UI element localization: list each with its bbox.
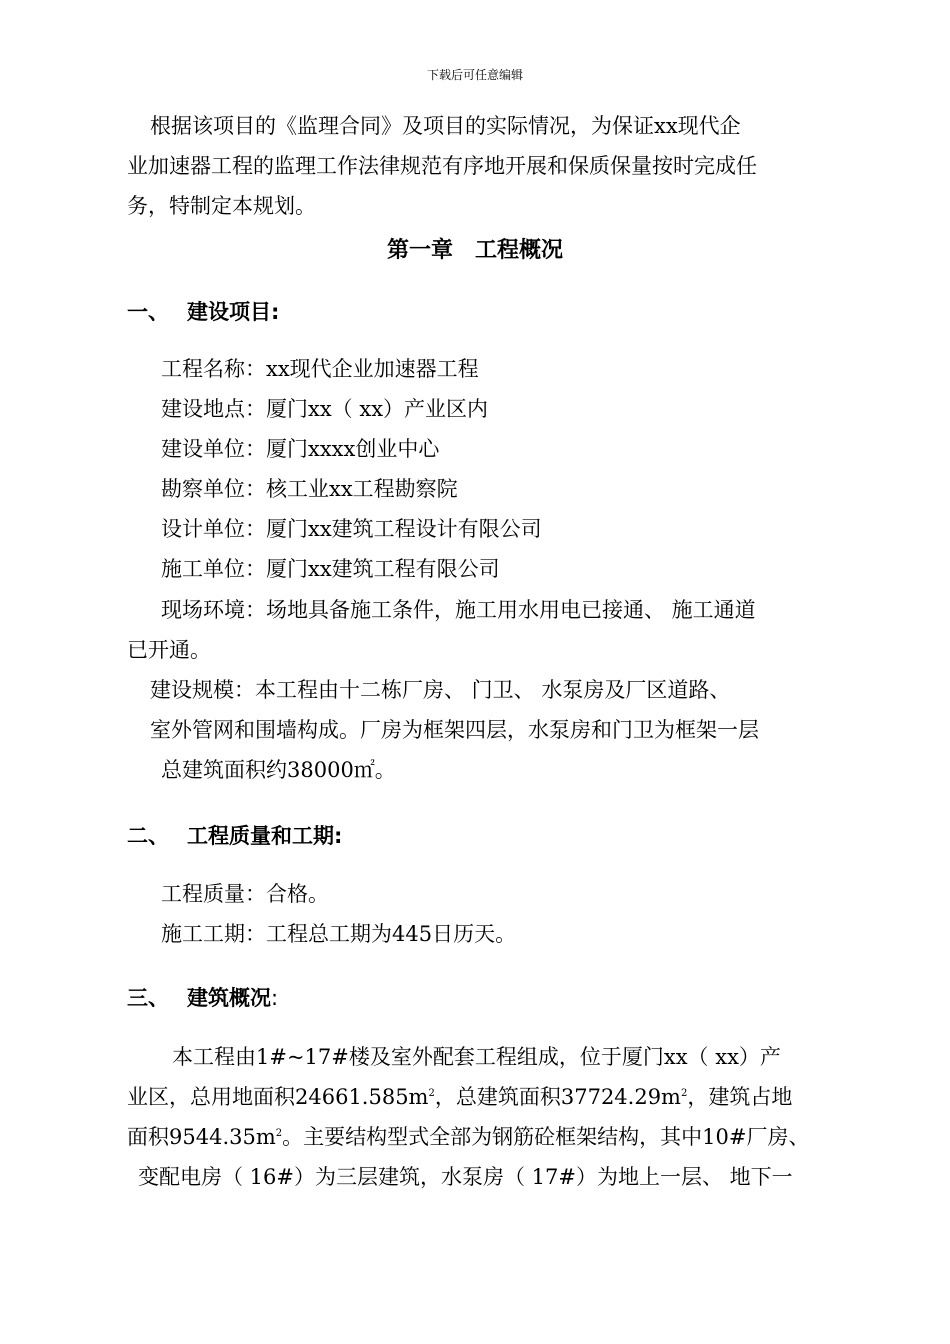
overview-line-2 [127,1083,792,1111]
chapter-title: 第一章 工程概况 [386,238,563,263]
intro-line-1: 根据该项目的《监理合同》及项目的实际情况，为保证xx现代企 [150,114,741,138]
scale-line-2: 室外管网和围墙构成。厂房为框架四层，水泵房和门卫为框架一层 [150,718,759,742]
superscript-2: 2 [275,1128,283,1139]
overview-line-2b: ，总建筑面积37724.29m [434,1085,681,1109]
scale-line-1: 建设规模：本工程由十二栋厂房、 门卫、 水泵房及厂区道路、 [150,678,731,702]
quality-line: 工程质量：合格。 [161,882,329,906]
page-header: 下载后可任意编辑 [426,68,523,82]
section-3-title: 建筑概况 [187,986,271,1010]
overview-line-2c: ，建筑占地 [687,1085,793,1109]
section-1-number: 一、 [127,300,169,324]
schedule-line: 施工工期：工程总工期为445日历天。 [161,922,517,946]
section-3-heading [127,982,278,1012]
overview-line-1: 本工程由1#~17#楼及室外配套工程组成，位于厦门xx（ xx）产 [172,1045,781,1069]
section-3-number: 三、 [127,986,169,1010]
scale-line-3: 总建筑面积约38000㎡。 [161,758,396,782]
overview-line-3b: 。主要结构型式全部为钢筋砼框架结构，其中10#厂房、 [282,1125,810,1149]
design-unit-line: 设计单位：厦门xx建筑工程设计有限公司 [161,517,542,541]
overview-line-2a: 业区，总用地面积24661.585m [127,1085,429,1109]
section-1-heading [127,296,279,326]
section-1-title: 建设项目: [187,300,280,324]
project-name-line: 工程名称：xx现代企业加速器工程 [161,357,479,381]
overview-line-4: 变配电房（ 16#）为三层建筑，水泵房（ 17#）为地上一层、 地下一 [138,1165,793,1189]
survey-unit-line: 勘察单位：核工业xx工程勘察院 [161,477,458,501]
site-environment-line: 现场环境：场地具备施工条件，施工用水用电已接通、 施工通道 [161,598,756,622]
intro-line-2: 业加速器工程的监理工作法律规范有序地开展和保质保量按时完成任 [127,154,757,178]
section-2-number: 二、 [127,824,169,848]
superscript-2: 2 [680,1088,688,1099]
site-environment-line-cont: 已开通。 [127,638,211,662]
section-3-colon: : [271,986,279,1010]
construction-unit-line: 施工单位：厦门xx建筑工程有限公司 [161,557,500,581]
section-2-title: 工程质量和工期: [187,824,343,848]
section-2-heading [127,820,342,850]
client-unit-line: 建设单位：厦门xxxx创业中心 [161,437,440,461]
intro-line-3: 务，特制定本规划。 [127,194,316,218]
project-location-line: 建设地点：厦门xx（ xx）产业区内 [161,397,489,421]
overview-line-3 [127,1123,809,1151]
overview-line-3a: 面积9544.35m [127,1125,276,1149]
superscript-2: 2 [428,1088,435,1099]
